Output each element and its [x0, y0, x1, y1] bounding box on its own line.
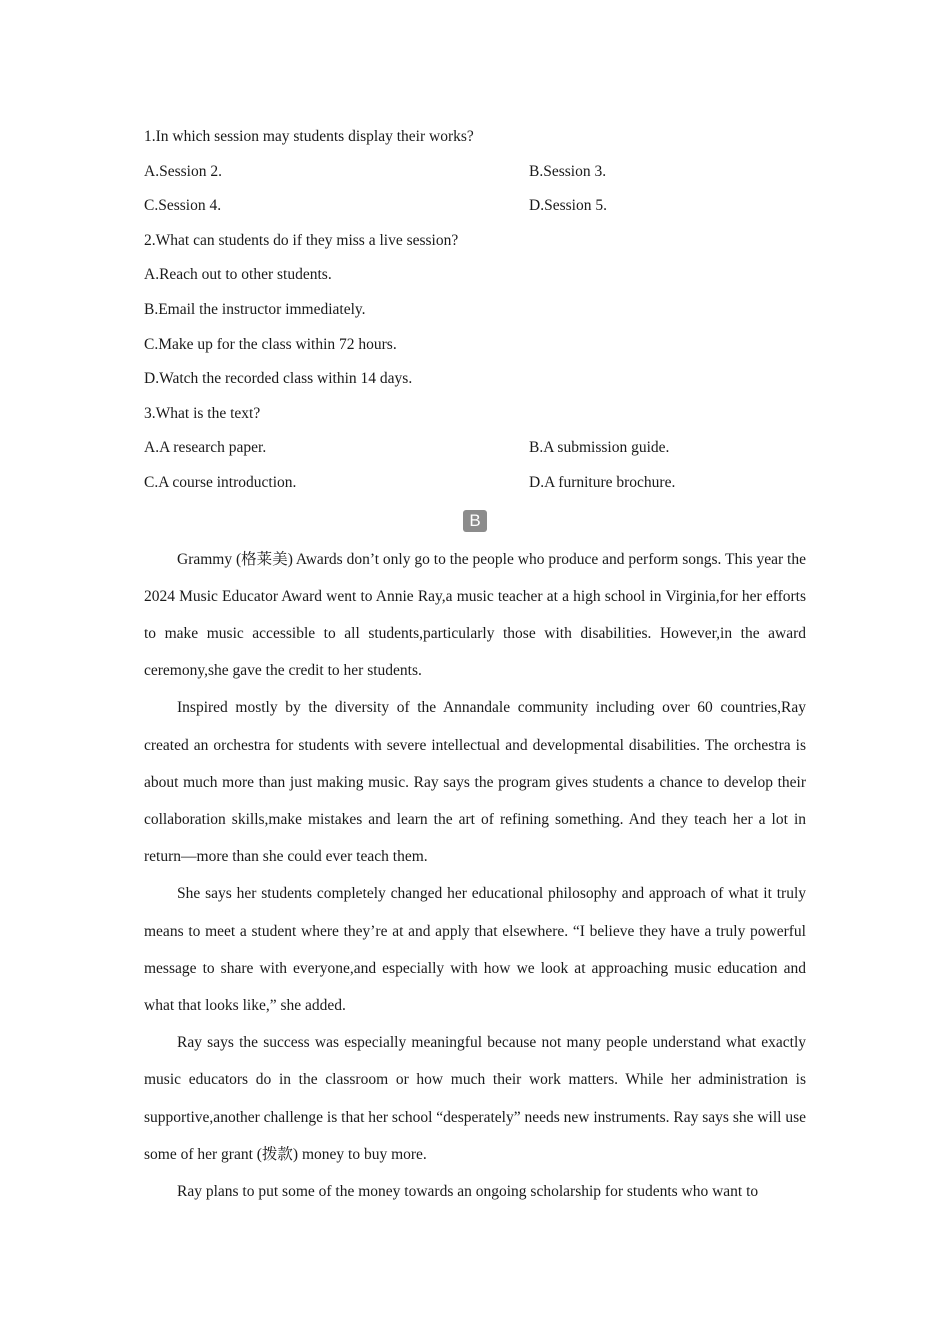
question-1-option-c: C.Session 4.	[144, 197, 222, 215]
question-3-options-row-1	[144, 434, 806, 469]
question-2-option-c: C.Make up for the class within 72 hours.	[144, 335, 397, 353]
question-1-option-a: A.Session 2.	[144, 162, 222, 180]
question-2-stem: 2.What can students do if they miss a live session?	[144, 231, 459, 249]
passage-paragraph-2: Inspired mostly by the diversity of the Annandale community including over 60 countries,Ray created an orchestra for students with severe intellectual and developmental disabilities. The orchestra is about much more than just making music. Ray says the program gives students a chance to develop their collaboration skills,make mistakes and learn the art of refining something. And they teach her a lot in return—more than she could ever teach them.	[144, 699, 806, 866]
question-2-option-d: D.Watch the recorded class within 14 days.	[144, 370, 413, 388]
question-1-stem: 1.In which session may students display their works?	[144, 128, 474, 145]
question-1-options-row-2	[144, 192, 806, 227]
question-1-option-b: B.Session 3.	[529, 162, 607, 180]
question-3-option-b: B.A submission guide.	[529, 439, 670, 457]
passage-paragraph-3: She says her students completely changed her educational philosophy and approach of what it truly means to meet a student where they’re at and apply that elsewhere. “I believe they have a truly powerful message to share with everyone,and especially with how we look at approaching music education and what that looks like,” she added.	[144, 885, 806, 1014]
passage-paragraph-1: Grammy (格莱美) Awards don’t only go to the people who produce and perform songs. This year the 2024 Music Educator Award went to Annie Ray,a music teacher at a high school in Virginia,for her efforts to make music accessible to all students,particularly those with disabilities. However,in the award ceremony,she gave the credit to her students.	[144, 550, 806, 680]
question-3-option-a: A.A research paper.	[144, 439, 267, 457]
question-3-stem: 3.What is the text?	[144, 404, 261, 422]
question-1-option-d: D.Session 5.	[529, 197, 607, 215]
question-3-options-row-2	[144, 469, 806, 504]
document-page	[144, 123, 806, 1210]
question-3-option-d: D.A furniture brochure.	[529, 473, 676, 491]
passage-paragraph-5: Ray plans to put some of the money towards an ongoing scholarship for students who want to	[177, 1182, 759, 1200]
question-1-options-row-1	[144, 158, 806, 193]
section-header	[144, 504, 806, 542]
question-2-option-a: A.Reach out to other students.	[144, 266, 332, 284]
question-2-option-b: B.Email the instructor immediately.	[144, 300, 366, 318]
question-3-option-c: C.A course introduction.	[144, 473, 297, 491]
section-badge: B	[463, 510, 487, 532]
passage-paragraph-4: Ray says the success was especially meaningful because not many people understand what exactly music educators do in the classroom or how much their work matters. While her administration is supportive,another challenge is that her school “desperately” needs new instruments. Ray says she will use some of her grant (拨款) money to buy more.	[144, 1034, 807, 1163]
